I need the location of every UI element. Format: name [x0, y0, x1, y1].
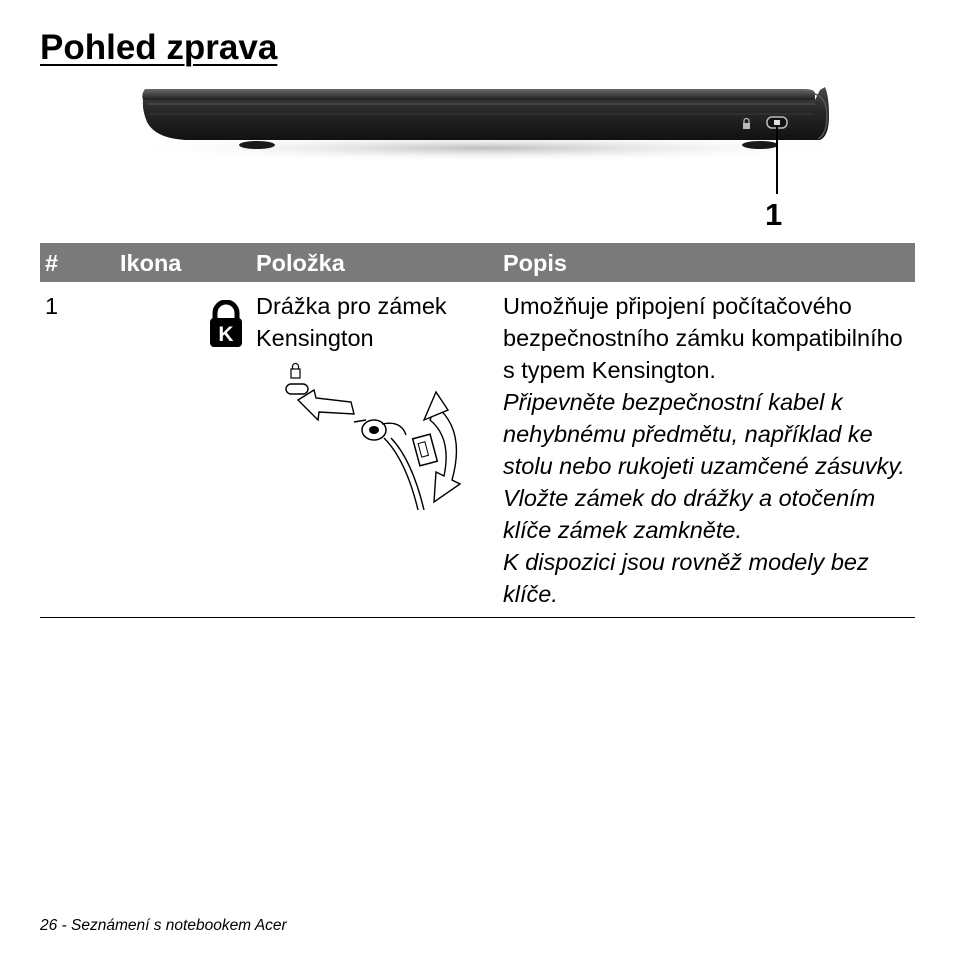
desc-italic-paragraph: Vložte zámek do drážky a otočením klíče zámek zamkněte. [503, 485, 876, 543]
callout-line [776, 127, 778, 194]
header-num: # [40, 243, 115, 282]
desc-italic-paragraph: K dispozici jsou rovněž modely bez klíče. [503, 549, 869, 607]
laptop-right-side-image [115, 78, 860, 198]
callout-number: 1 [765, 197, 783, 232]
header-icon: Ikona [115, 243, 251, 282]
row-icon-cell [115, 282, 251, 618]
kensington-lock-icon [208, 300, 244, 348]
spec-table [40, 243, 915, 618]
header-item: Položka [251, 243, 498, 282]
kensington-lock-illustration [266, 360, 466, 510]
desc-paragraph: Umožňuje připojení počítačového bezpečnostního zámku kompatibilního s typem Kensington. [503, 293, 903, 383]
row-item-cell [251, 282, 498, 618]
row-item-label: Drážka pro zámek Kensington [256, 293, 447, 351]
page-title: Pohled zprava [40, 28, 278, 67]
desc-italic-paragraph: Připevněte bezpečnostní kabel k nehybnému předmětu, například ke stolu nebo rukojeti uzamčené zásuvky. [503, 389, 905, 479]
header-desc: Popis [498, 243, 915, 282]
table-header-row [40, 243, 915, 282]
row-num: 1 [45, 293, 59, 319]
row-desc-cell [498, 282, 915, 618]
svg-text:K: K [218, 323, 234, 346]
page-footer: 26 - Seznámení s notebookem Acer [40, 917, 287, 934]
table-row [40, 282, 915, 618]
